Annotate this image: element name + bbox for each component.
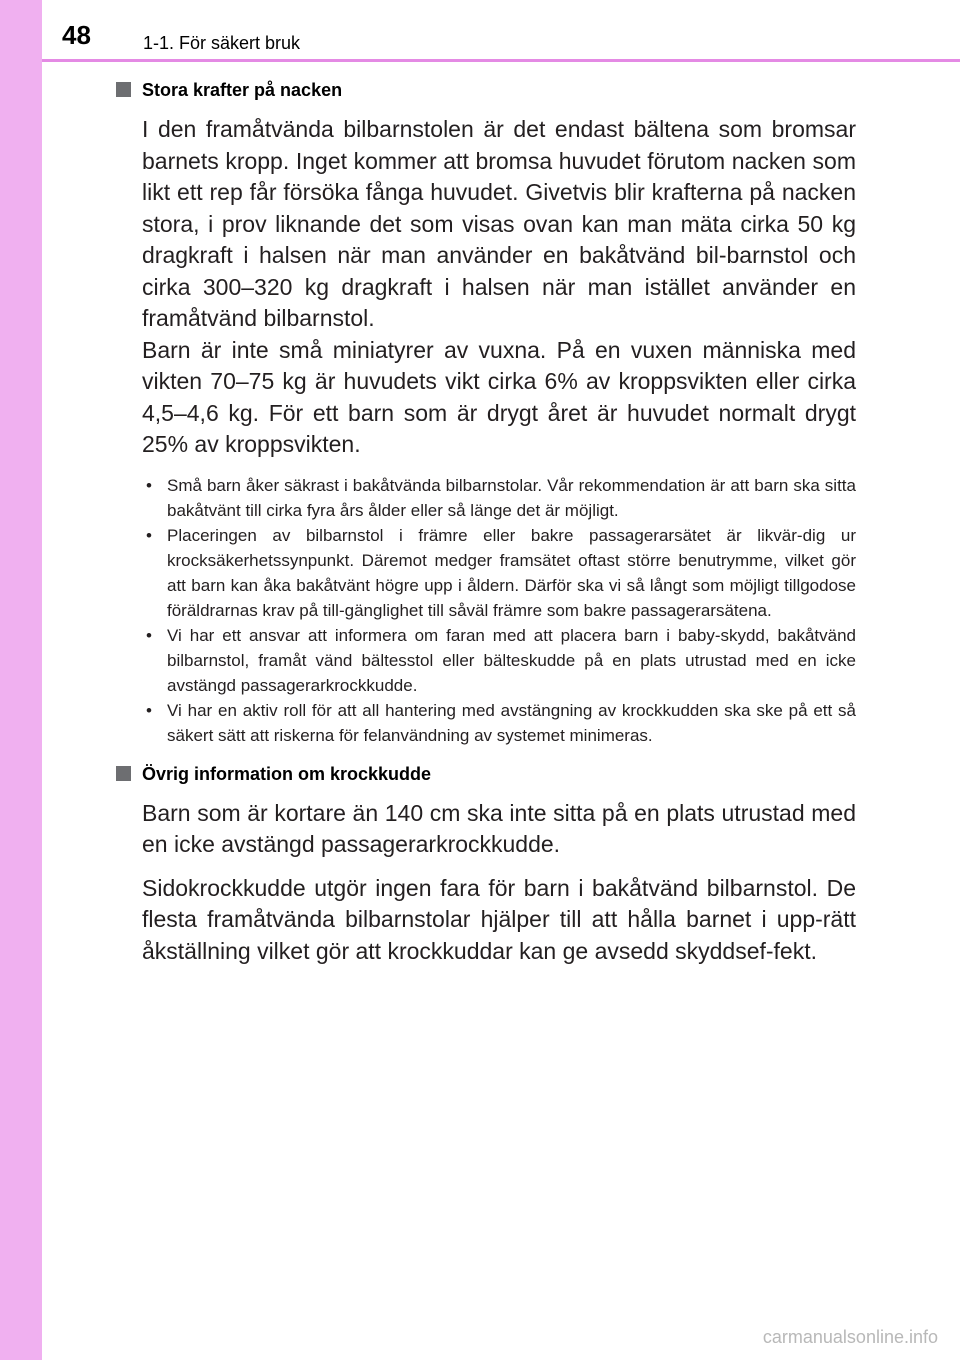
section-heading-neck-forces [116,76,856,104]
section-heading-text: Stora krafter på nacken [142,80,343,100]
paragraph: Sidokrockkudde utgör ingen fara för barn i bakåtvänd bilbarnstol. De flesta framåtvända bilbarnstolar hjälper till att hålla barnet i upp-rätt åkställning vilket gör att krockkuddar kan ge avsedd skyddsef-fekt. [142,874,856,964]
page-content [116,76,856,967]
paragraph: Barn är inte små miniatyrer av vuxna. På en vuxen människa med vikten 70–75 kg är huvudets vikt cirka 6% av kroppsvikten eller cirka 4,5–4,6 kg. För ett barn som är drygt året är huvudet normalt drygt 25% av kroppsvikten. [142,336,856,457]
bullet-text: Vi har ett ansvar att informera om faran med att placera barn i baby-skydd, bakåtvänd bilbarnstol, framåt vänd bältesstol eller bälteskudde på en plats utrustad med en icke avstängd passagerarkrockkudde. [167,625,856,695]
bullet-item [142,698,856,748]
bullet-dot-icon: • [146,475,152,495]
bullet-item [142,473,856,523]
bullet-list [142,473,856,748]
chapter-title: 1-1. För säkert bruk [143,33,301,53]
header-rule [42,59,960,62]
paragraph: Barn som är kortare än 140 cm ska inte sitta på en plats utrustad med en icke avstängd passagerarkrockkudde. [142,799,856,857]
bullet-text: Små barn åker säkrast i bakåtvända bilbarnstolar. Vår rekommendation är att barn ska sitta bakåtvänt till cirka fyra års ålder eller så länge det är möjligt. [167,475,856,520]
bullet-item [142,523,856,623]
bullet-text: Placeringen av bilbarnstol i främre eller bakre passagerarsätet är likvär-dig ur krocksäkerhetssynpunkt. Däremot medger framsätet oftast större benutrymme, vilket gör att barn kan åka bakåtvänt högre upp i åldern. Därför ska vi så långt som möjligt tillgodose föräldrarnas krav på till-gänglighet till såväl främre som bakre passagerarsätena. [167,525,856,620]
bullet-item [142,623,856,698]
section-heading-text: Övrig information om krockkudde [142,763,432,784]
bullet-dot-icon: • [146,525,152,545]
bullet-dot-icon: • [146,700,152,720]
bullet-text: Vi har en aktiv roll för att all hantering med avstängning av krockkudden ska ske på ett så säkert sätt att riskerna för felanvändning av systemet minimeras. [167,700,856,745]
footer-watermark: carmanualsonline.info [762,1327,938,1347]
section-heading-airbag-info [116,760,856,788]
heading-square-icon [116,766,131,781]
side-color-band [0,0,42,1360]
bullet-dot-icon: • [146,625,152,645]
paragraph: I den framåtvända bilbarnstolen är det endast bältena som bromsar barnets kropp. Inget kommer att bromsa huvudet förutom nacken som likt ett rep får försöka fånga huvudet. Givetvis blir krafterna på nacken stora, i prov liknande det som visas ovan kan man mäta cirka 50 kg dragkraft i halsen när man använder en bakåtvänd bil-barnstol och cirka 300–320 kg dragkraft i halsen när man istället använder en framåtvänd bilbarnstol. [142,116,856,331]
heading-square-icon [116,82,131,97]
page-number: 48 [62,20,91,50]
